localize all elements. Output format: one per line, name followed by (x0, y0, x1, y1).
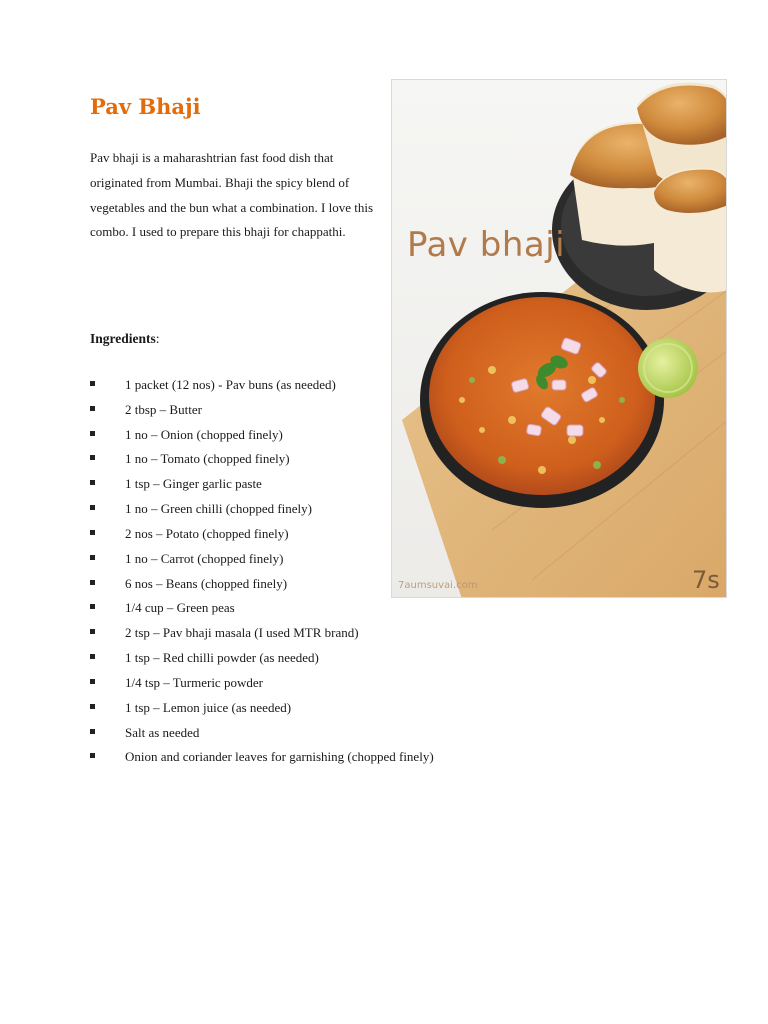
ingredient-item: 1 tsp – Red chilli powder (as needed) (90, 648, 650, 673)
photo-watermark: 7aumsuvai.com (398, 580, 478, 591)
ingredients-heading-text: Ingredients (90, 331, 156, 346)
ingredient-item: 6 nos – Beans (chopped finely) (90, 574, 650, 599)
ingredient-item: 2 tsp – Pav bhaji masala (I used MTR brand) (90, 623, 650, 648)
ingredient-item: Onion and coriander leaves for garnishing (chopped finely) (90, 747, 650, 772)
ingredient-item: 1 tsp – Ginger garlic paste (90, 474, 650, 499)
ingredient-item: Salt as needed (90, 723, 650, 748)
ingredient-item: 1 no – Onion (chopped finely) (90, 425, 650, 450)
ingredient-item: 1 no – Green chilli (chopped finely) (90, 499, 650, 524)
ingredient-item: 2 tbsp – Butter (90, 400, 650, 425)
pav-bhaji-photo (391, 79, 727, 598)
ingredient-item: 2 nos – Potato (chopped finely) (90, 524, 650, 549)
ingredient-item: 1 no – Tomato (chopped finely) (90, 449, 650, 474)
ingredient-item: 1 tsp – Lemon juice (as needed) (90, 698, 650, 723)
ingredient-item: 1 packet (12 nos) - Pav buns (as needed) (90, 375, 650, 400)
page-title: Pav Bhaji (90, 94, 201, 119)
ingredient-item: 1/4 tsp – Turmeric powder (90, 673, 650, 698)
photo-logo-mark: 7s (692, 566, 720, 594)
intro-paragraph: Pav bhaji is a maharashtrian fast food dish that originated from Mumbai. Bhaji the spicy blend of vegetables and the bun what a combination. I love this combo. I used to prepare this bhaji for chappathi. (90, 150, 374, 240)
photo-caption: Pav bhaji (407, 225, 566, 265)
ingredient-item: 1/4 cup – Green peas (90, 598, 650, 623)
ingredients-heading (90, 331, 160, 347)
ingredient-item: 1 no – Carrot (chopped finely) (90, 549, 650, 574)
ingredients-heading-colon: : (155, 331, 160, 346)
